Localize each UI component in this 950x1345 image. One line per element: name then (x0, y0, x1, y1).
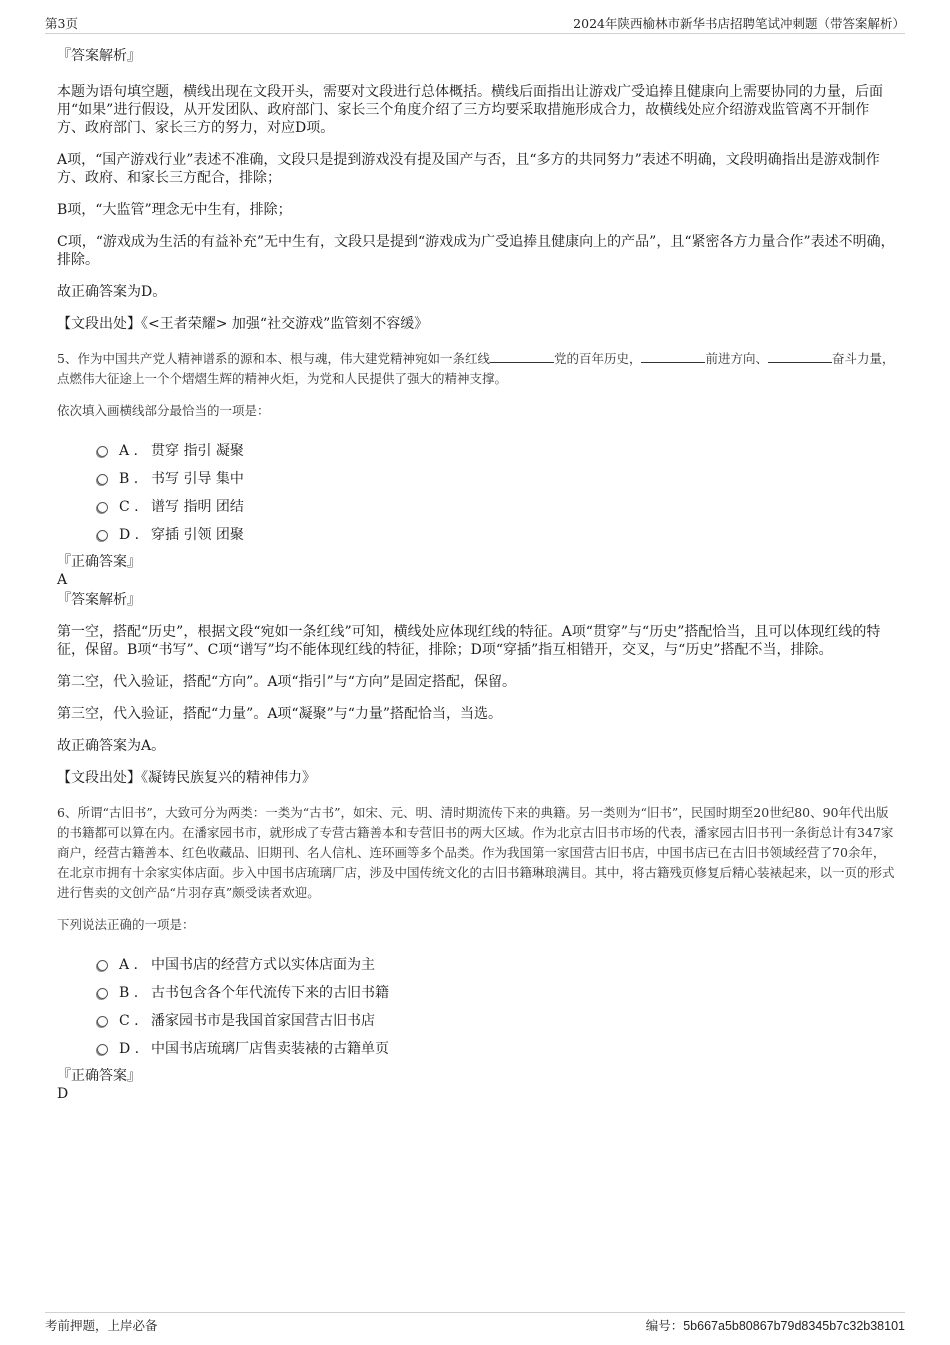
radio-icon[interactable] (97, 502, 108, 513)
q5-option-d[interactable]: D . 穿插 引领 团聚 (97, 521, 895, 549)
page-content (57, 45, 895, 1103)
q6-option-a[interactable]: A . 中国书店的经营方式以实体店面为主 (97, 951, 895, 979)
q5-blank-2 (641, 350, 705, 363)
radio-icon[interactable] (97, 446, 108, 457)
q5-stem: 5、作为中国共产党人精神谱系的源和本、根与魂，伟大建党精神宛如一条红线 党的百年历史， 前进方向、 奋斗力量，点燃伟大征途上一个个熠熠生辉的精神火炬，为党和人民提供了强大的精神支撑。 (57, 351, 895, 386)
footer-slogan: 考前押题，上岸必备 (45, 1318, 158, 1333)
q4-analysis-conclusion: 故正确答案为D。 (57, 284, 167, 300)
radio-icon[interactable] (97, 960, 108, 971)
q5-analysis-para-2: 第二空，代入验证，搭配“方向”。A项“指引”与“方向”是固定搭配，保留。 (57, 674, 517, 690)
q6-option-c[interactable]: C . 潘家园书市是我国首家国营古旧书店 (97, 1007, 895, 1035)
page-footer (45, 1312, 905, 1333)
q5-option-a[interactable]: A . 贯穿 指引 凝聚 (97, 437, 895, 465)
q5-answer-label: 『正确答案』 (57, 554, 141, 570)
q5-option-b[interactable]: B . 书写 引导 集中 (97, 465, 895, 493)
q5-options (57, 437, 895, 549)
q4-analysis-para-2: A项，“国产游戏行业”表述不准确，文段只是提到游戏没有提及国产与否，且“多方的共同努力”表述不明确，文段明确指出是游戏制作方、政府、和家长三方配合，排除； (57, 152, 880, 186)
radio-icon[interactable] (97, 530, 108, 541)
radio-icon[interactable] (97, 474, 108, 485)
page-number: 第3页 (45, 16, 78, 31)
page-header (45, 13, 905, 34)
q6-option-d[interactable]: D . 中国书店琉璃厂店售卖装裱的古籍单页 (97, 1035, 895, 1063)
q6-options (57, 951, 895, 1063)
q4-analysis-para-4: C项，“游戏成为生活的有益补充”无中生有，文段只是提到“游戏成为广受追捧且健康向上的产品”，且“紧密各方力量合作”表述不明确，排除。 (57, 234, 895, 268)
radio-icon[interactable] (97, 988, 108, 999)
q5-analysis-para-1: 第一空，搭配“历史”，根据文段“宛如一条红线”可知，横线处应体现红线的特征。A项“贯穿”与“历史”搭配恰当，且可以体现红线的特征，保留。B项“书写”、C项“谱写”均不能体现红线的特征，排除；D项“穿插”指互相错开，交叉，与“历史”搭配不当，排除。 (57, 624, 881, 658)
radio-icon[interactable] (97, 1044, 108, 1055)
q5-blank-3 (768, 350, 832, 363)
q4-analysis-para-1: 本题为语句填空题，横线出现在文段开头，需要对文段进行总体概括。横线后面指出让游戏广受追捧且健康向上需要协同的力量，后面用“如果”进行假设，从开发团队、政府部门、家长三个角度介绍了三方均要采取措施形成合力，故横线处应介绍游戏监管离不开制作方、政府部门、家长三方的努力，对应D项。 (57, 84, 883, 136)
q6-prompt: 下列说法正确的一项是： (57, 917, 195, 932)
q4-source: 【文段出处】《<王者荣耀> 加强“社交游戏”监管刻不容缓》 (57, 316, 429, 332)
q5-analysis-conclusion: 故正确答案为A。 (57, 738, 166, 754)
q6-stem: 6、所谓“古旧书”，大致可分为两类：一类为“古书”，如宋、元、明、清时期流传下来的典籍。另一类则为“旧书”，民国时期至20世纪80、90年代出版的书籍都可以算在内。在潘家园书市，就形成了专营古籍善本和专营旧书的两大区域。作为北京古旧书市场的代表，潘家园古旧书刊一条街总计有347家商户，经营古籍善本、红色收藏品、旧期刊、名人信札、连环画等多个品类。作为我国第一家国营古旧书店，中国书店已在古旧书领域经营了70余年，在北京市拥有十余家实体店面。步入中国书店琉璃厂店，涉及中国传统文化的古旧书籍琳琅满目。其中，将古籍残页修复后精心装裱起来，以一页的形式进行售卖的文创产品“片羽存真”颇受读者欢迎。 (57, 805, 895, 900)
document-code: 编号：5b667a5b80867b79d8345b7c32b38101 (645, 1318, 905, 1333)
q5-source: 【文段出处】《凝铸民族复兴的精神伟力》 (57, 770, 316, 786)
q6-option-b[interactable]: B . 古书包含各个年代流传下来的古旧书籍 (97, 979, 895, 1007)
q6-answer: D (57, 1086, 69, 1102)
q6-answer-label: 『正确答案』 (57, 1068, 141, 1084)
q5-answer: A (57, 572, 68, 588)
q5-option-c[interactable]: C . 谱写 指明 团结 (97, 493, 895, 521)
q5-analysis-label: 『答案解析』 (57, 592, 141, 608)
q4-analysis-label: 『答案解析』 (57, 48, 141, 64)
q5-prompt: 依次填入画横线部分最恰当的一项是： (57, 403, 270, 418)
document-title: 2024年陕西榆林市新华书店招聘笔试冲刺题（带答案解析） (573, 16, 905, 31)
q5-blank-1 (490, 350, 554, 363)
radio-icon[interactable] (97, 1016, 108, 1027)
q4-analysis-para-3: B项，“大监管”理念无中生有，排除； (57, 202, 292, 218)
q5-analysis-para-3: 第三空，代入验证，搭配“力量”。A项“凝聚”与“力量”搭配恰当，当选。 (57, 706, 503, 722)
